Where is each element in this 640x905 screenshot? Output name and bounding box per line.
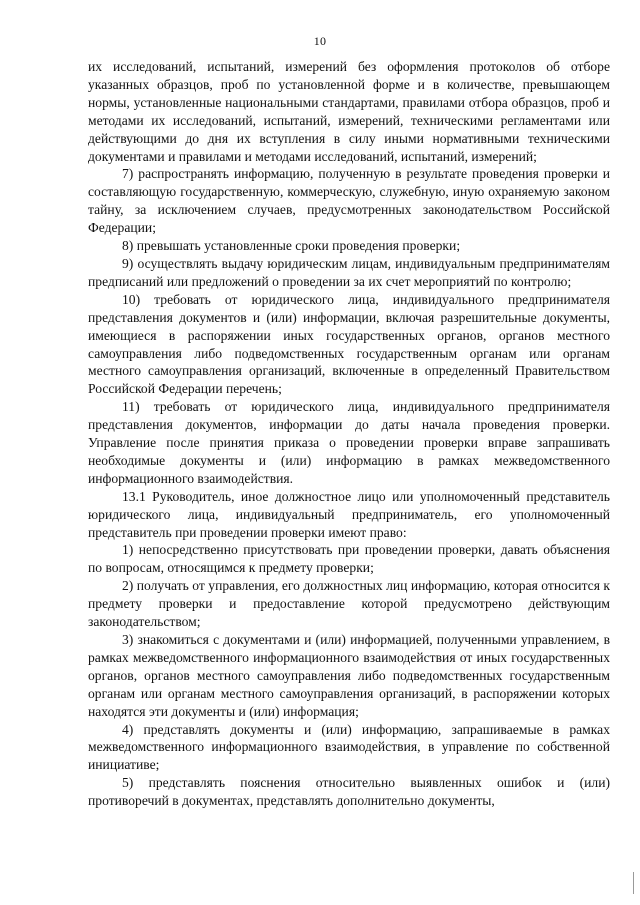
paragraph-right-2: 2) получать от управления, его должностных лиц информацию, которая относится к предмету проверки и предоставление которой предусмотрено действующим законодательством; bbox=[88, 578, 610, 630]
paragraph-right-5: 5) представлять пояснения относительно выявленных ошибок и (или) противоречий в документах, представлять дополнительно документы, bbox=[88, 775, 610, 809]
paragraph-section-13-1: 13.1 Руководитель, иное должностное лицо или уполномоченный представитель юридического лица, индивидуальный предприниматель, его уполномоченный представитель при проведении проверки имеют право: bbox=[88, 488, 610, 540]
paragraph-item-8: 8) превышать установленные сроки проведения проверки; bbox=[122, 238, 461, 254]
document-body bbox=[88, 58, 610, 810]
paragraph-right-1: 1) непосредственно присутствовать при проведении проверки, давать объяснения по вопросам, относящимся к предмету проверки; bbox=[88, 542, 610, 576]
paragraph-item-7: 7) распространять информацию, полученную в результате проведения проверки и составляющую государственную, коммерческую, служебную, иную охраняемую законом тайну, за исключением случаев, предусмотренных законодательством Российской Федерации; bbox=[88, 166, 610, 236]
paragraph-item-10: 10) требовать от юридического лица, индивидуального предпринимателя представления документов и (или) информации, включая разрешительные документы, имеющиеся в распоряжении иных государственных органов, органов местного самоуправления либо подведомственных государственным органам или органам местного самоуправления организаций, включенные в определенный Правительством Российской Федерации перечень; bbox=[88, 291, 610, 397]
paragraph-right-3: 3) знакомиться с документами и (или) информацией, полученными управлением, в рамках межведомственного информационного взаимодействия от иных государственных органов, органов местного самоуправления либо подведомственных государственным органам или органам местного самоуправления организаций, в распоряжении которых находятся эти документы и (или) информация; bbox=[88, 632, 610, 719]
paragraph-item-11: 11) требовать от юридического лица, индивидуального предпринимателя представления документов, информации до даты начала проведения проверки. Управление после принятия приказа о проведении проверки вправе запрашивать необходимые документы и (или) информацию в рамках межведомственного информационного взаимодействия. bbox=[88, 399, 610, 486]
paragraph-continuation: их исследований, испытаний, измерений без оформления протоколов об отборе указанных образцов, проб по установленной форме и в количестве, превышающем нормы, установленные национальными стандартами, правилами отбора образцов, проб и методами их исследований, испытаний, измерений, техническими регламентами или действующими до дня их вступления в силу иными нормативными техническими документами и правилами и методами исследований, испытаний, измерений; bbox=[88, 59, 610, 164]
paragraph-right-4: 4) представлять документы и (или) информацию, запрашиваемые в рамках межведомственного информационного взаимодействия, в управление по собственной инициативе; bbox=[88, 721, 610, 773]
paragraph-item-9: 9) осуществлять выдачу юридическим лицам, индивидуальным предпринимателям предписаний или предложений о проведении за их счет мероприятий по контролю; bbox=[88, 255, 610, 289]
page-number: 10 bbox=[313, 34, 327, 48]
scan-edge-mark bbox=[633, 872, 634, 894]
